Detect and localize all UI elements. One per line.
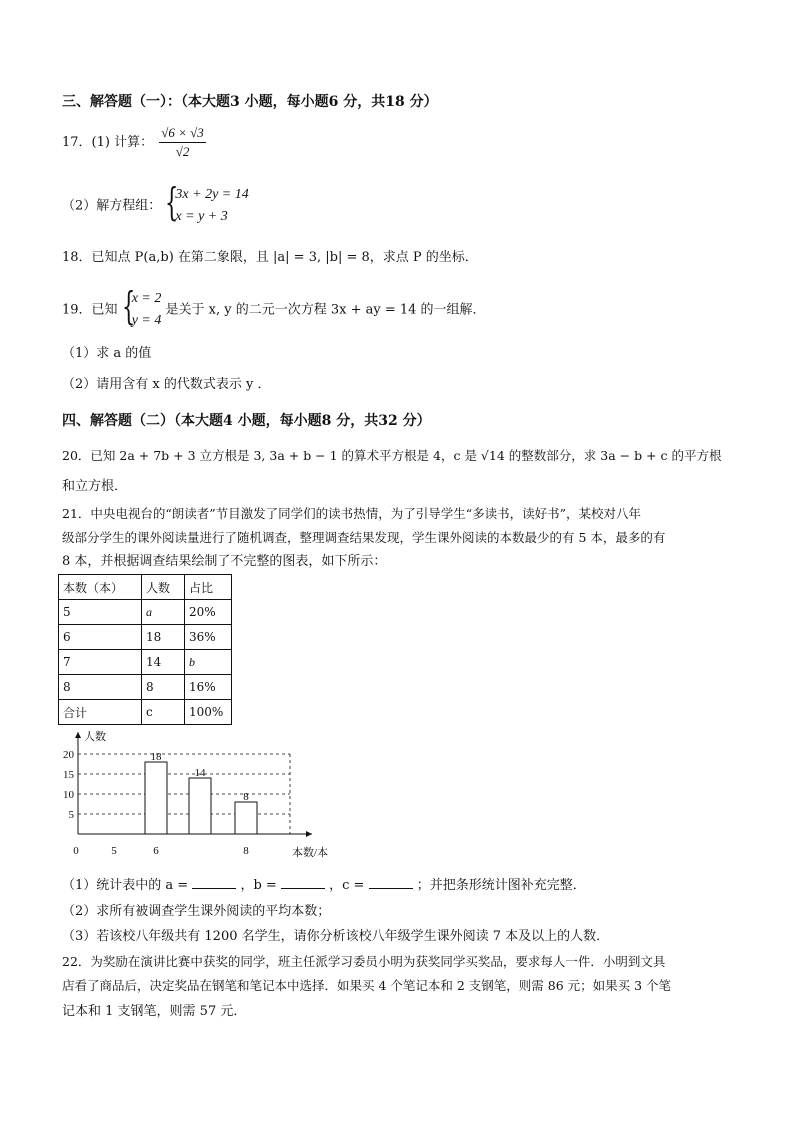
x-axis-arrow-icon	[306, 831, 312, 837]
x-tick-label: 6	[153, 845, 159, 857]
y-axis-arrow-icon	[75, 732, 81, 738]
origin-label: 0	[73, 845, 79, 857]
x-tick-label: 8	[243, 845, 249, 857]
table-header-cell: 人数	[142, 575, 185, 600]
q19-part2: （2）请用含有 x 的代数式表示 y ．	[62, 377, 271, 392]
q19-equation-1: x = 2	[131, 291, 162, 306]
q17-denominator: √2	[175, 144, 190, 159]
q19-suffix: 是关于 x, y 的二元一次方程 3x + ay = 14 的一组解．	[165, 302, 486, 318]
table-row	[59, 625, 232, 650]
q17-part1-prefix: 17．(1) 计算：	[62, 135, 154, 150]
bar-data-label: 18	[150, 751, 162, 763]
question-21-line1: 21．中央电视台的“朗读者”节目激发了同学们的读书热情，为了引导学生“多读书，读好书”，某校对八年	[62, 506, 641, 521]
blank-c	[369, 876, 413, 889]
table-row	[59, 675, 232, 700]
table-row	[59, 650, 232, 675]
table-header-cell: 本数（本）	[59, 575, 142, 600]
table-cell: b	[185, 650, 232, 675]
q17-equation-system	[165, 180, 249, 228]
reading-bar-chart	[56, 728, 329, 860]
x-axis-title: 本数/本	[292, 847, 329, 859]
table-cell: 18	[142, 625, 185, 650]
table-cell: 100%	[185, 700, 232, 725]
x-tick-label: 5	[111, 845, 117, 857]
q21-part2: （2）求所有被调查学生课外阅读的平均本数；	[62, 904, 331, 919]
q19-equation-system	[121, 284, 162, 332]
q21-part1-b-label: ，b =	[240, 878, 277, 893]
q19-equation-2: y = 4	[131, 313, 162, 328]
q19-part1: （1）求 a 的值	[62, 346, 152, 361]
table-cell: 14	[142, 650, 185, 675]
question-21-line3: 8 本，并根据调查结果绘制了不完整的图表，如下所示：	[62, 554, 387, 569]
table-cell: 7	[59, 650, 142, 675]
q19-prefix: 19．已知	[62, 302, 118, 318]
q17-equation-2: x = y + 3	[175, 209, 228, 224]
table-cell: 8	[59, 675, 142, 700]
question-22-line2: 店看了商品后，决定奖品在钢笔和笔记本中选择．如果买 4 个笔记本和 2 支钢笔，则需 86 元；如果买 3 个笔	[62, 978, 672, 993]
bar-data-label: 8	[243, 791, 249, 803]
blank-a	[192, 876, 236, 889]
table-row	[59, 600, 232, 625]
q17-fraction	[159, 124, 206, 161]
question-22-line3: 记本和 1 支钢笔，则需 57 元．	[62, 1004, 247, 1019]
bar-data-label: 14	[194, 767, 206, 779]
brace-icon: {	[165, 180, 179, 224]
question-17-part1	[62, 124, 206, 161]
question-20-line2: 和立方根．	[62, 479, 128, 494]
table-cell: 5	[59, 600, 142, 625]
q17-equation-1: 3x + 2y = 14	[175, 187, 249, 202]
question-18: 18．已知点 P(a,b) 在第二象限，且 |a| = 3, |b| = 8，求点 P 的坐标．	[62, 250, 478, 265]
q17-part2-prefix: （2）解方程组：	[62, 198, 162, 214]
q17-numerator: √6 × √3	[159, 124, 206, 143]
table-cell: 6	[59, 625, 142, 650]
y-axis-title: 人数	[84, 731, 106, 743]
question-19	[62, 284, 486, 332]
table-cell: 20%	[185, 600, 232, 625]
brace-icon: {	[121, 284, 135, 328]
q21-part1-a-label: （1）统计表中的 a =	[62, 878, 189, 893]
reading-stats-table	[58, 574, 232, 725]
table-row	[59, 700, 232, 725]
q21-part3: （3）若该校八年级共有 1200 名学生，请你分析该校八年级学生课外阅读 7 本及以上的人数．	[62, 929, 610, 944]
section4-heading: 四、解答题（二）（本大题4 小题，每小题8 分，共32 分）	[62, 413, 431, 429]
section3-heading: 三、解答题（一）：（本大题3 小题，每小题6 分，共18 分）	[62, 94, 438, 110]
bar	[145, 762, 167, 834]
question-17-part2	[62, 180, 249, 228]
y-tick-label: 5	[68, 809, 74, 821]
q21-part1-c-label: ，c =	[329, 878, 365, 893]
question-22-line1: 22．为奖励在演讲比赛中获奖的同学，班主任派学习委员小明为获奖同学买奖品，要求每人一件．小明到文具	[62, 954, 666, 969]
blank-b	[281, 876, 325, 889]
bar	[189, 778, 211, 834]
q21-part1-end: ；并把条形统计图补充完整．	[416, 878, 586, 893]
question-20-line1: 20．已知 2a + 7b + 3 立方根是 3, 3a + b − 1 的算术平方根是 4，c 是 √14 的整数部分，求 3a − b + c 的平方根	[62, 448, 722, 463]
table-cell: 8	[142, 675, 185, 700]
table-cell: a	[142, 600, 185, 625]
y-tick-label: 10	[63, 789, 74, 801]
table-cell: 16%	[185, 675, 232, 700]
table-cell: 36%	[185, 625, 232, 650]
table-cell: c	[142, 700, 185, 725]
table-header-row	[59, 575, 232, 600]
table-cell: 合计	[59, 700, 142, 725]
y-tick-label: 15	[63, 769, 74, 781]
table-header-cell: 占比	[185, 575, 232, 600]
question-21-line2: 级部分学生的课外阅读量进行了随机调查，整理调查结果发现，学生课外阅读的本数最少的有 5 本，最多的有	[62, 530, 666, 545]
q21-part1	[62, 876, 586, 896]
bar	[235, 802, 257, 834]
y-tick-label: 20	[63, 749, 74, 761]
